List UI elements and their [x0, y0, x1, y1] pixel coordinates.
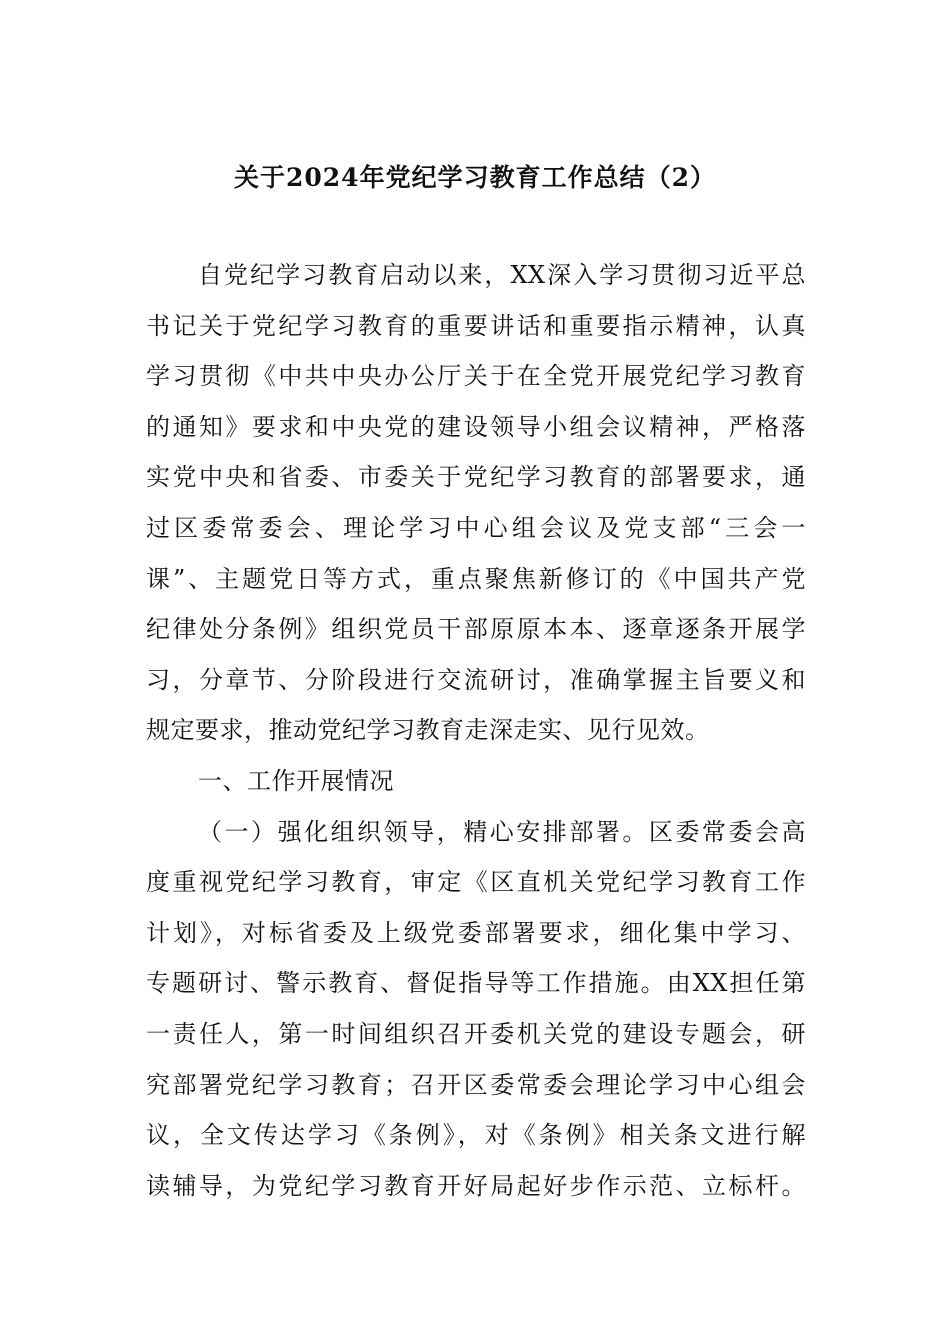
text-line: 议，全文传达学习《条例》，对《条例》相关条文进行解 — [146, 1121, 806, 1150]
document-body — [146, 250, 806, 1211]
text-line: 学习贯彻《中共中央办公厅关于在全党开展党纪学习教育 — [146, 362, 806, 391]
text-line: 实党中央和省委、市委关于党纪学习教育的部署要求，通 — [146, 463, 806, 492]
paragraph-organization — [146, 807, 806, 1212]
text-line: 纪律处分条例》组织党员干部原原本本、逐章逐条开展学 — [146, 615, 806, 644]
text-line: （一）强化组织领导，精心安排部署。区委常委会高 — [198, 817, 806, 846]
text-line: 度重视党纪学习教育，审定《区直机关党纪学习教育工作 — [146, 868, 806, 897]
text-line: 究部署党纪学习教育；召开区委常委会理论学习中心组会 — [146, 1070, 806, 1099]
document-title: 关于2024年党纪学习教育工作总结（2） — [234, 163, 716, 192]
text-line: 计划》，对标省委及上级党委部署要求，细化集中学习、 — [146, 918, 806, 947]
text-line: 规定要求，推动党纪学习教育走深走实、见行见效。 — [146, 716, 710, 745]
text-line: 课”、主题党日等方式，重点聚焦新修订的《中国共产党 — [146, 564, 806, 593]
text-line: 的通知》要求和中央党的建设领导小组会议精神，严格落 — [146, 412, 806, 441]
paragraph-intro — [146, 250, 806, 756]
text-line: 过区委常委会、理论学习中心组会议及党支部“三会一 — [146, 513, 806, 542]
text-line: 书记关于党纪学习教育的重要讲话和重要指示精神，认真 — [146, 311, 806, 340]
text-line: 读辅导，为党纪学习教育开好局起好步作示范、立标杆。 — [146, 1171, 806, 1200]
text-line: 自党纪学习教育启动以来，XX深入学习贯彻习近平总 — [198, 261, 806, 289]
section-heading: 一、工作开展情况 — [198, 766, 394, 795]
text-line: 专题研讨、警示教育、督促指导等工作措施。由XX担任第 — [146, 969, 806, 998]
text-line: 一责任人，第一时间组织召开委机关党的建设专题会，研 — [146, 1019, 806, 1048]
text-line: 习，分章节、分阶段进行交流研讨，准确掌握主旨要义和 — [146, 665, 806, 694]
